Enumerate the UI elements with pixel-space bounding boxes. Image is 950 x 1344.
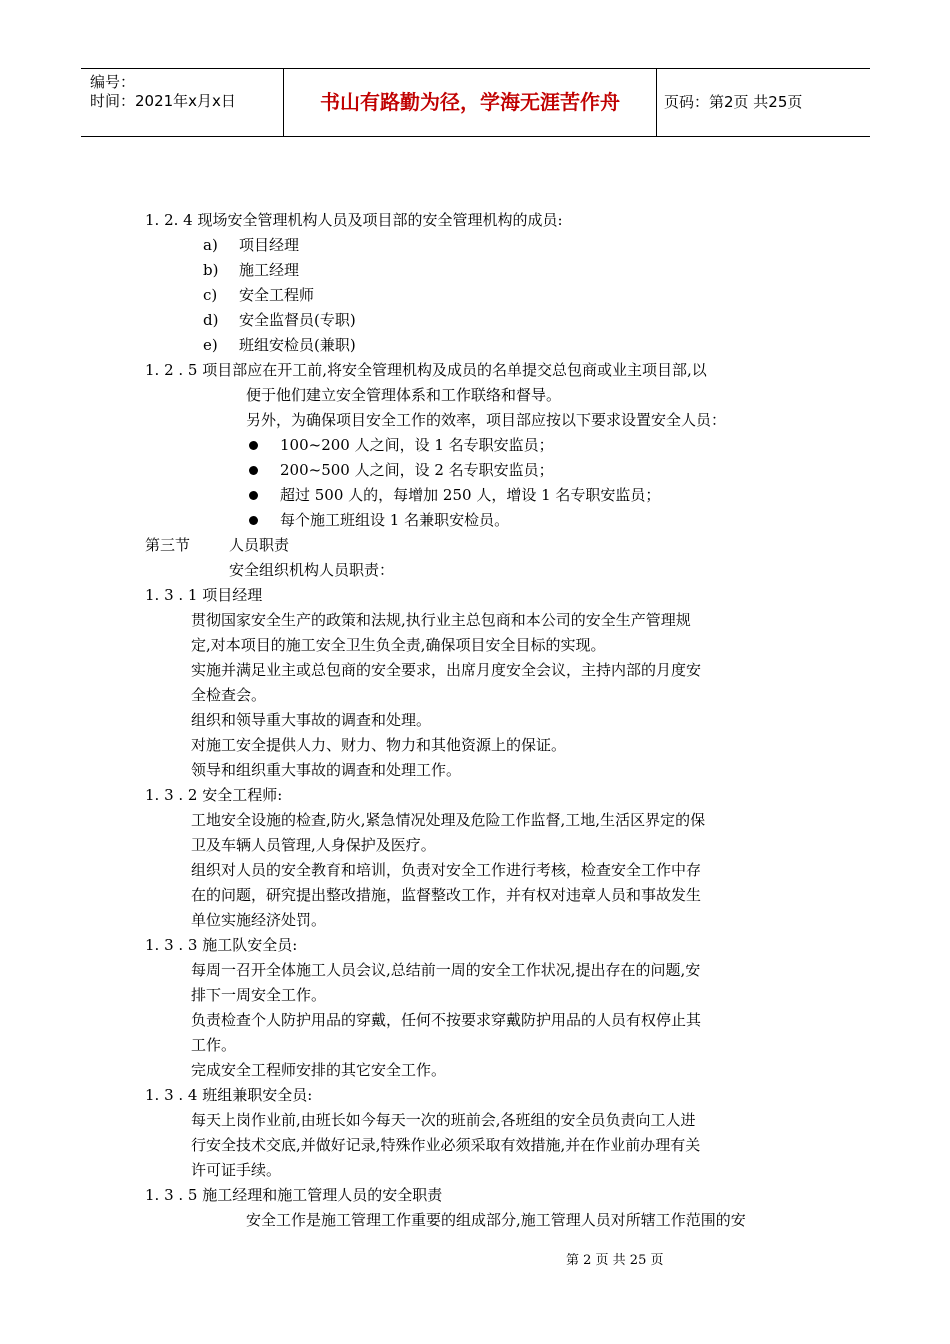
paragraph-line: 工地安全设施的检查,防火,紧急情况处理及危险工作监督,工地,生活区界定的保 <box>191 811 706 829</box>
paragraph-line: 对施工安全提供人力、财力、物力和其他资源上的保证。 <box>191 736 567 754</box>
list-item: 项目经理 <box>239 236 300 254</box>
list-item: 安全监督员(专职) <box>239 311 356 329</box>
bullet-icon <box>249 466 258 475</box>
bullet-icon <box>249 491 258 500</box>
bullet-item: 每个施工班组设 1 名兼职安检员。 <box>280 511 510 529</box>
paragraph-line: 工作。 <box>191 1036 237 1054</box>
bullet-icon <box>249 516 258 525</box>
paragraph-line: 便于他们建立安全管理体系和工作联络和督导。 <box>246 386 562 404</box>
header-motto: 书山有路勤为径，学海无涯苦作舟 <box>283 69 657 136</box>
list-item: 安全工程师 <box>239 286 315 304</box>
heading-1-2-4: 1. 2. 4 现场安全管理机构人员及项目部的安全管理机构的成员: <box>145 211 563 229</box>
page-footer: 第 2 页 共 25 页 <box>566 1253 664 1268</box>
number-label: 编号： <box>90 73 136 91</box>
paragraph-line: 完成安全工程师安排的其它安全工作。 <box>191 1061 447 1079</box>
paragraph-line: 排下一周安全工作。 <box>191 986 327 1004</box>
heading-1-3-5: 1. 3 . 5 施工经理和施工管理人员的安全职责 <box>145 1186 443 1204</box>
header-info <box>81 69 283 136</box>
paragraph-line: 组织和领导重大事故的调查和处理。 <box>191 711 432 729</box>
section-intro: 安全组织机构人员职责： <box>229 561 395 579</box>
paragraph-line: 卫及车辆人员管理,人身保护及医疗。 <box>191 836 436 854</box>
list-marker: e) <box>203 336 218 354</box>
list-item: 施工经理 <box>239 261 300 279</box>
list-marker: a) <box>203 236 218 254</box>
heading-1-3-2: 1. 3 . 2 安全工程师: <box>145 786 283 804</box>
heading-1-3-3: 1. 3 . 3 施工队安全员: <box>145 936 298 954</box>
paragraph-line: 定,对本项目的施工安全卫生负全责,确保项目安全目标的实现。 <box>191 636 606 654</box>
bullet-item: 200~500 人之间，设 2 名专职安监员； <box>280 461 554 479</box>
list-marker: d) <box>203 311 219 329</box>
paragraph-line: 全检查会。 <box>191 686 267 704</box>
paragraph-line: 单位实施经济处罚。 <box>191 911 327 929</box>
paragraph-line: 每周一召开全体施工人员会议,总结前一周的安全工作状况,提出存在的问题,安 <box>191 961 701 979</box>
paragraph-line: 实施并满足业主或总包商的安全要求，出席月度安全会议，主持内部的月度安 <box>191 661 702 679</box>
paragraph-line: 负责检查个人防护用品的穿戴，任何不按要求穿戴防护用品的人员有权停止其 <box>191 1011 702 1029</box>
bullet-icon <box>249 441 258 450</box>
heading-1-3-1: 1. 3 . 1 项目经理 <box>145 586 263 604</box>
paragraph-line: 贯彻国家安全生产的政策和法规,执行业主总包商和本公司的安全生产管理规 <box>191 611 691 629</box>
paragraph-line: 组织对人员的安全教育和培训，负责对安全工作进行考核，检查安全工作中存 <box>191 861 702 879</box>
paragraph-line: 行安全技术交底,并做好记录,特殊作业必须采取有效措施,并在作业前办理有关 <box>191 1136 701 1154</box>
time-label: 时间：2021年x月x日 <box>90 92 236 110</box>
paragraph-line: 安全工作是施工管理工作重要的组成部分,施工管理人员对所辖工作范围的安 <box>246 1211 746 1229</box>
page-header <box>81 68 870 137</box>
heading-1-2-5: 1. 2 . 5 项目部应在开工前,将安全管理机构及成员的名单提交总包商或业主项目部,以 <box>145 361 707 379</box>
list-item: 班组安检员(兼职) <box>239 336 356 354</box>
heading-1-3-4: 1. 3 . 4 班组兼职安全员: <box>145 1086 313 1104</box>
bullet-item: 100~200 人之间，设 1 名专职安监员； <box>280 436 554 454</box>
header-page-info: 页码：第2页 共25页 <box>664 93 803 111</box>
paragraph-line: 每天上岗作业前,由班长如今每天一次的班前会,各班组的安全员负责向工人进 <box>191 1111 696 1129</box>
paragraph-line: 另外，为确保项目安全工作的效率，项目部应按以下要求设置安全人员： <box>246 411 727 429</box>
list-marker: c) <box>203 286 218 304</box>
section-title: 人员职责 <box>229 536 290 554</box>
paragraph-line: 在的问题，研究提出整改措施，监督整改工作，并有权对违章人员和事故发生 <box>191 886 702 904</box>
bullet-item: 超过 500 人的，每增加 250 人，增设 1 名专职安监员； <box>280 486 661 504</box>
section-label: 第三节 <box>145 536 191 554</box>
paragraph-line: 许可证手续。 <box>191 1161 282 1179</box>
paragraph-line: 领导和组织重大事故的调查和处理工作。 <box>191 761 462 779</box>
list-marker: b) <box>203 261 219 279</box>
